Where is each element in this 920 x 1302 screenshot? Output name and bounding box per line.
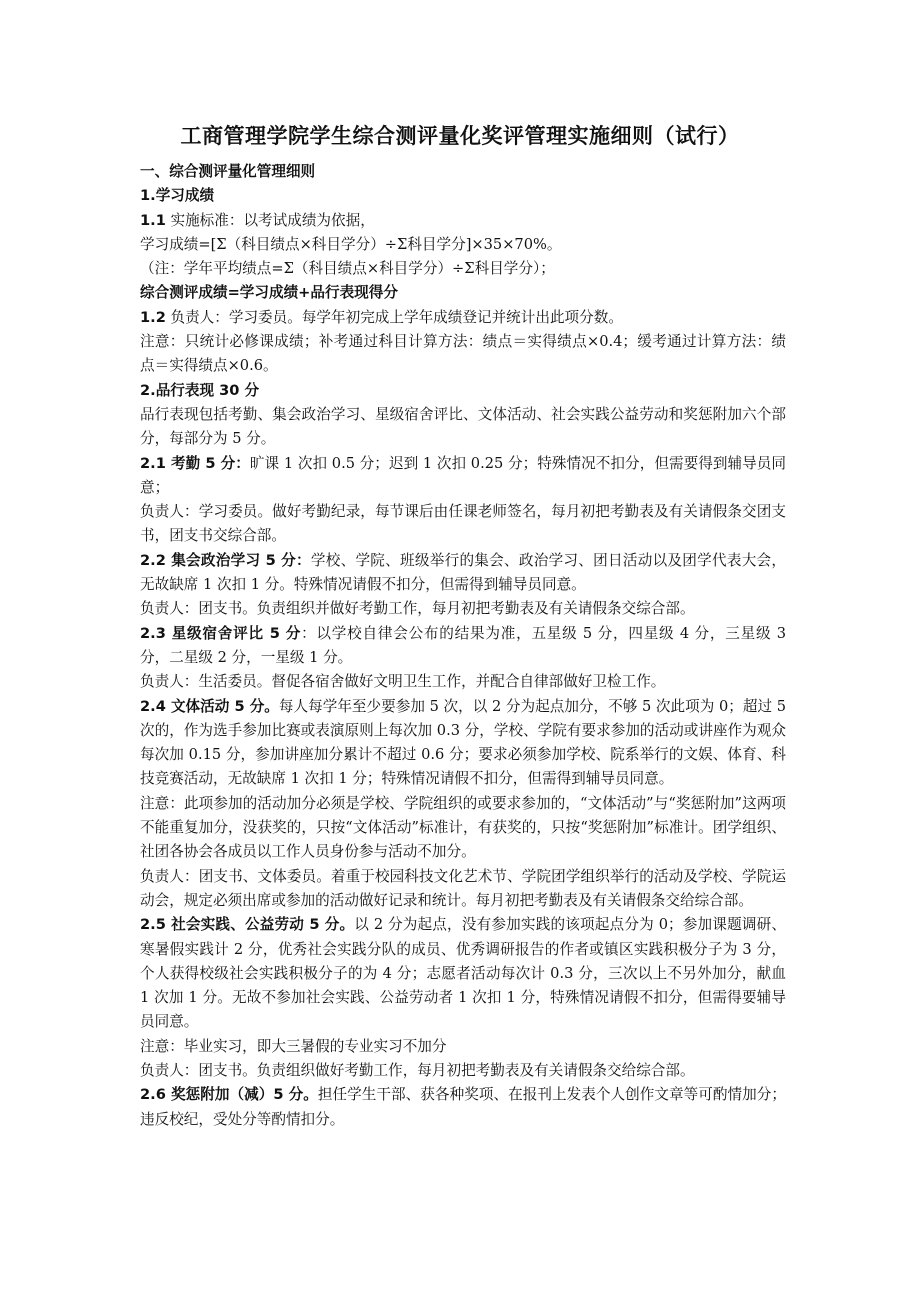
note-2-5: 注意：毕业实习，即大三暑假的专业实习不加分 xyxy=(140,1037,447,1055)
paragraph-1-1 xyxy=(140,209,786,233)
conduct-intro: 品行表现包括考勤、集会政治学习、星级宿舍评比、文体活动、社会实践公益劳动和奖惩附加六个部分，每部分为 5 分。 xyxy=(140,405,786,448)
responsible-2-1: 负责人：学习委员。做好考勤纪录，每节课后由任课老师签名，每月初把考勤表及有关请假条交团支书，团支书交综合部。 xyxy=(140,503,786,545)
clause-title: 2.3 星级宿舍评比 5 分 xyxy=(140,624,302,642)
study-heading: 1.学习成绩 xyxy=(140,187,215,205)
formula-total: 综合测评成绩=学习成绩+品行表现得分 xyxy=(140,284,398,302)
paragraph-2-4 xyxy=(140,695,786,792)
responsible-2-4: 负责人：团支书、文体委员。着重于校园科技文化艺术节、学院团学组织举行的活动及学校、学院运动会，规定必须出席或参加的活动做好记录和统计。每月初把考勤表及有关请假条交给综合部。 xyxy=(140,867,786,909)
clause-text: 每人每学年至少要参加 5 次，以 2 分为起点加分，不够 5 次此项为 0；超过 5 次的，作为选手参加比赛或表演原则上每次加 0.3 分，学校、学院有要求参加的活动或讲座作为观众每次加 0.15 分，参加讲座加分累计不超过 0.6 分；要求必须参加学校、院系举行的文娱、体育、科技竞赛活动，无故缺席 1 次扣 1 分；特殊情况请假不扣分，但需得到辅导员同意。 xyxy=(140,697,787,788)
note-2-4: 注意：此项参加的活动加分必须是学校、学院组织的或要求参加的，“文体活动”与“奖惩附加”这两项不能重复加分，没获奖的，只按“文体活动”标准计，有获奖的，只按“奖惩附加”标准计。团学组织、社团各协会各成员以工作人员身份参与活动不加分。 xyxy=(140,794,786,861)
note-make-up: 注意：只统计必修课成绩；补考通过科目计算方法：绩点＝实得绩点×0.4；缓考通过计算方法：绩点＝实得绩点×0.6。 xyxy=(140,333,786,375)
paragraph-1-2 xyxy=(140,306,786,330)
note-gpa: （注：学年平均绩点=Σ（科目绩点×科目学分）÷Σ科目学分）； xyxy=(140,260,555,278)
responsible-2-2: 负责人：团支书。负责组织并做好考勤工作，每月初把考勤表及有关请假条交综合部。 xyxy=(140,600,695,618)
paragraph-2-2 xyxy=(140,549,786,598)
clause-title: 2.5 社会实践、公益劳动 5 分。 xyxy=(140,916,355,934)
paragraph-2-6 xyxy=(140,1083,786,1132)
clause-text: 以 2 分为起点，没有参加实践的该项起点分为 0；参加课题调研、寒暑假实践计 2 分，优秀社会实践分队的成员、优秀调研报告的作者或镇区实践积极分子为 3 分，个人获得校级社会实践积极分子的为 4 分；志愿者活动每次计 0.3 分，三次以上不另外加分，献血 1 次加 1 分。无故不参加社会实践、公益劳动者 1 次扣 1 分，特殊情况请假不扣分，但需得要辅导员同意。 xyxy=(140,916,786,1031)
clause-text: 旷课 1 次扣 0.5 分；迟到 1 次扣 0.25 分；特殊情况不扣分，但需要得到辅导员同意； xyxy=(140,454,787,496)
section-heading: 一、综合测评量化管理细则 xyxy=(140,163,316,180)
clause-number: 1.2 xyxy=(140,308,166,326)
clause-title: 2.2 集会政治学习 5 分： xyxy=(140,551,311,569)
formula-study: 学习成绩=[Σ（科目绩点×科目学分）÷Σ科目学分]×35×70%。 xyxy=(140,235,562,253)
document-title: 工商管理学院学生综合测评量化奖评管理实施细则（试行） xyxy=(180,124,740,148)
responsible-2-3: 负责人：生活委员。督促各宿舍做好文明卫生工作，并配合自律部做好卫检工作。 xyxy=(140,673,666,691)
clause-title: 2.6 奖惩附加（减）5 分。 xyxy=(140,1086,318,1104)
clause-text: 学校、学院、班级举行的集会、政治学习、团日活动以及团学代表大会，无故缺席 1 次扣 1 分。特殊情况请假不扣分，但需得到辅导员同意。 xyxy=(140,551,787,594)
clause-text: 担任学生干部、获各种奖项、在报刊上发表个人创作文章等可酌情加分；违反校纪，受处分等酌情扣分。 xyxy=(140,1086,786,1128)
paragraph-2-1 xyxy=(140,452,786,501)
responsible-2-5: 负责人：团支书。负责组织做好考勤工作，每月初把考勤表及有关请假条交给综合部。 xyxy=(140,1061,695,1079)
document-body xyxy=(140,160,786,1132)
clause-text: 负责人：学习委员。每学年初完成上学年成绩登记并统计出此项分数。 xyxy=(165,308,623,326)
clause-title: 2.4 文体活动 5 分。 xyxy=(140,697,279,715)
paragraph-2-3 xyxy=(140,622,786,671)
clause-text: ：以学校自律会公布的结果为准，五星级 5 分，四星级 4 分，三星级 3 分，二星级 2 分，一星级 1 分。 xyxy=(140,624,786,666)
clause-title: 2.1 考勤 5 分： xyxy=(140,454,250,472)
conduct-heading: 2.品行表现 30 分 xyxy=(140,381,260,399)
clause-number: 1.1 xyxy=(140,211,166,229)
paragraph-2-5 xyxy=(140,913,786,1034)
clause-text: 实施标准：以考试成绩为依据， xyxy=(165,211,375,229)
